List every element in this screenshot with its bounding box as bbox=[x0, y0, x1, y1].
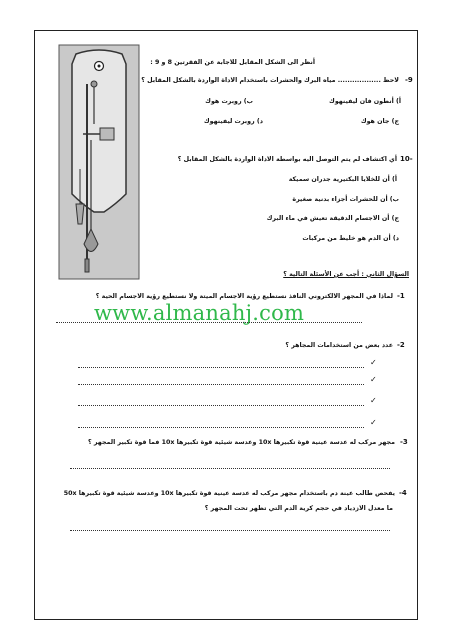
q9-option-b: ب) روبرت هوك bbox=[205, 98, 253, 105]
s2-check-2: ✓ bbox=[370, 375, 377, 384]
s2-answer-line-2[interactable] bbox=[78, 384, 364, 385]
q9-number: -9 bbox=[405, 76, 413, 84]
s2-answer-line-3[interactable] bbox=[78, 405, 364, 406]
s1-number: -1 bbox=[397, 292, 405, 300]
q9-text: لاحظ .................. مياه البرك والحشرات باستخدام الاداة الواردة بالشكل المقابل ؟ bbox=[141, 77, 399, 84]
microscope-illustration bbox=[58, 44, 140, 280]
watermark: www.almanahj.com bbox=[94, 301, 305, 325]
s2-check-4: ✓ bbox=[370, 418, 377, 427]
s1-text: لماذا في المجهر الالكتروني النافذ نستطيع رؤية الاجسام الميتة ولا نستطيع رؤية الاجسام الحية ؟ bbox=[95, 293, 393, 300]
s3-text: مجهر مركب له عدسة عينية قوة تكبيرها 10x وعدسة شيئية قوة تكبيرها 10x فما قوة تكبير المجهر ؟ bbox=[88, 439, 395, 446]
q10-text: أي اكتشاف لم يتم التوصل اليه بواسطة الاداة الواردة بالشكل المقابل ؟ bbox=[177, 156, 397, 163]
s4-answer-line[interactable] bbox=[70, 530, 390, 531]
q10-option-d: د) أن الدم هو خليط من مركبات bbox=[302, 235, 399, 242]
s2-answer-line-4[interactable] bbox=[78, 427, 364, 428]
q10-option-c: ج) أن الاجسام الدقيقة تعيش في ماء البرك bbox=[266, 215, 399, 222]
q9-option-a: أ) أنطون فان ليفينهوك bbox=[329, 98, 401, 105]
q10-number: 10- bbox=[400, 155, 413, 163]
s2-check-3: ✓ bbox=[370, 396, 377, 405]
s2-number: -2 bbox=[397, 341, 405, 349]
s4-number: -4 bbox=[399, 489, 407, 497]
q9-option-c: ج) جان هوك bbox=[360, 118, 399, 125]
q9-option-d: د) روبرت ليفينهوك bbox=[203, 118, 263, 125]
s2-check-1: ✓ bbox=[370, 358, 377, 367]
s2-answer-line-1[interactable] bbox=[78, 367, 364, 368]
s2-text: عدد بعض من استخدامات المجاهر ؟ bbox=[285, 342, 393, 349]
s4-text-line2: ما معدل الازدياد في حجم كرية الدم التي تظهر تحت المجهر ؟ bbox=[204, 505, 393, 512]
section2-title: السؤال الثاني : أجب عن الأسئلة التالية ؟ bbox=[283, 271, 409, 278]
s4-text-line1: يفحص طالب عينة دم باستخدام مجهر مركب له عدسة عينية قوة تكبيرها 10x وعدسة شيئية قوة تكبيرها 50x bbox=[63, 490, 395, 497]
q10-option-b: ب) أن للحشرات أجزاء بدنية صغيرة bbox=[292, 196, 399, 203]
q10-option-a: أ) أن للخلايا البكتيرية جدران سميكة bbox=[288, 176, 397, 183]
intro-text: أنظر الى الشكل المقابل للاجابة عن الفقرتين 8 و 9 : bbox=[150, 59, 315, 66]
s3-number: -3 bbox=[400, 438, 408, 446]
s3-answer-line[interactable] bbox=[70, 468, 390, 469]
s1-answer-line[interactable] bbox=[56, 322, 362, 323]
